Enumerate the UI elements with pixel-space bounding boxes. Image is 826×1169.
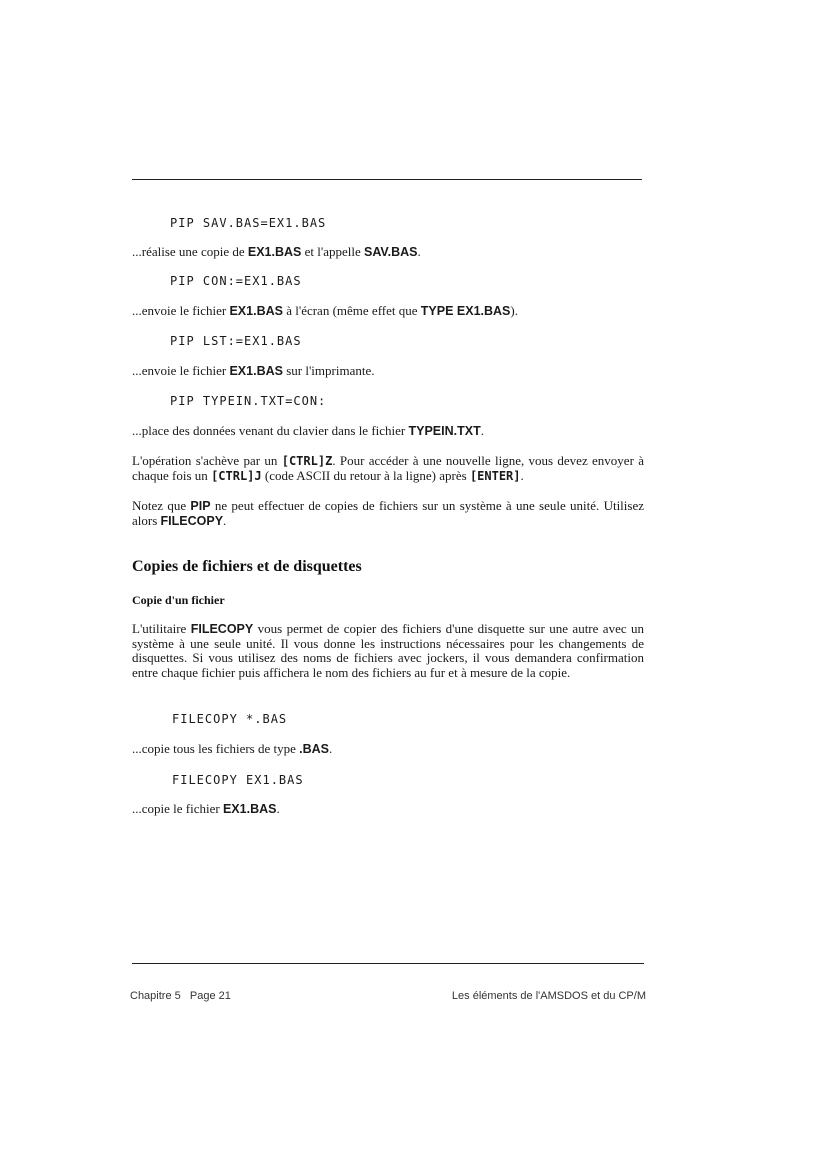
key-ctrl-j: [CTRL]J (211, 468, 262, 483)
subsection-heading: Copie d'un fichier (132, 593, 225, 607)
desc-text: et l'appelle (301, 244, 364, 259)
desc-text: ...place des données venant du clavier dans le fichier (132, 423, 409, 438)
desc-pip-con (132, 304, 644, 319)
code-pip-con: PIP CON:=EX1.BAS (170, 274, 302, 288)
desc-text: . (417, 244, 421, 259)
para-text: L'opération s'achève par un (132, 453, 282, 468)
desc-text: à l'écran (même effet que (282, 303, 421, 318)
desc-keyword: EX1.BAS (222, 802, 277, 816)
desc-keyword: .BAS (299, 742, 330, 756)
desc-keyword: EX1.BAS (247, 245, 302, 259)
code-filecopy-ex1: FILECOPY EX1.BAS (172, 773, 304, 787)
desc-text: . (276, 801, 280, 816)
desc-text: ...envoie le fichier (132, 363, 230, 378)
para-text: ne peut effectuer de copies de fichiers sur un système à une seule unité. Utilisez alors (132, 498, 645, 528)
desc-filecopy-ex1 (132, 802, 644, 817)
footer-chapter-page: Chapitre 5 Page 21 (130, 990, 231, 1002)
keyword-pip: PIP (190, 499, 211, 513)
desc-text: sur l'imprimante. (282, 363, 375, 378)
code-filecopy-wild: FILECOPY *.BAS (172, 712, 288, 726)
desc-text: ...réalise une copie de (132, 244, 248, 259)
code-pip-lst: PIP LST:=EX1.BAS (170, 334, 302, 348)
desc-text: . (480, 423, 484, 438)
desc-pip-lst (132, 364, 644, 379)
desc-keyword: EX1.BAS (229, 304, 283, 318)
code-pip-sav: PIP SAV.BAS=EX1.BAS (170, 216, 327, 230)
desc-text: ...envoie le fichier (132, 303, 230, 318)
desc-text: ...copie tous les fichiers de type (132, 741, 300, 756)
keyword-filecopy: FILECOPY (160, 513, 224, 528)
desc-text: ...copie le fichier (132, 801, 223, 816)
desc-keyword: EX1.BAS (229, 364, 283, 378)
para-text: vous permet de copier des fichiers d'une disquette sur une autre avec un système à une seule unité. Il vous donne les instructions nécessaires pour les changements de disquettes. Si vous utilisez des noms de fichiers avec jockers, il vous demandera confirmation entre chaque fichier puis affichera le nom des fichiers au fur et à mesure de la copie. (132, 621, 644, 680)
para-text: . (223, 512, 227, 528)
key-enter: [ENTER] (469, 468, 521, 483)
para-text: . (520, 467, 524, 483)
footer-title: Les éléments de l'AMSDOS et du CP/M (451, 990, 646, 1002)
para-text: (code ASCII du retour à la ligne) après (261, 467, 470, 483)
section-heading: Copies de fichiers et de disquettes (132, 558, 362, 575)
desc-filecopy-wild (132, 742, 644, 757)
para-text: L'utilitaire (132, 621, 191, 636)
desc-keyword: TYPEIN.TXT (408, 424, 481, 438)
desc-keyword: TYPE EX1.BAS (420, 304, 511, 318)
paragraph-ctrl (132, 454, 644, 483)
code-pip-typein: PIP TYPEIN.TXT=CON: (170, 394, 327, 408)
bottom-rule (132, 963, 644, 964)
desc-text: ). (510, 303, 518, 318)
desc-text: . (329, 741, 333, 756)
paragraph-pip-note (132, 499, 644, 528)
desc-pip-sav (132, 245, 644, 260)
para-text: Notez que (132, 498, 191, 513)
key-ctrl-z: [CTRL]Z (281, 454, 333, 468)
desc-pip-typein (132, 424, 644, 439)
paragraph-filecopy (132, 622, 644, 680)
keyword-filecopy: FILECOPY (190, 622, 254, 636)
top-rule (132, 179, 642, 180)
desc-keyword: SAV.BAS (364, 245, 418, 259)
para-text: . Pour accéder à une nouvelle ligne, vous devez envoyer à chaque fois un (132, 453, 644, 483)
